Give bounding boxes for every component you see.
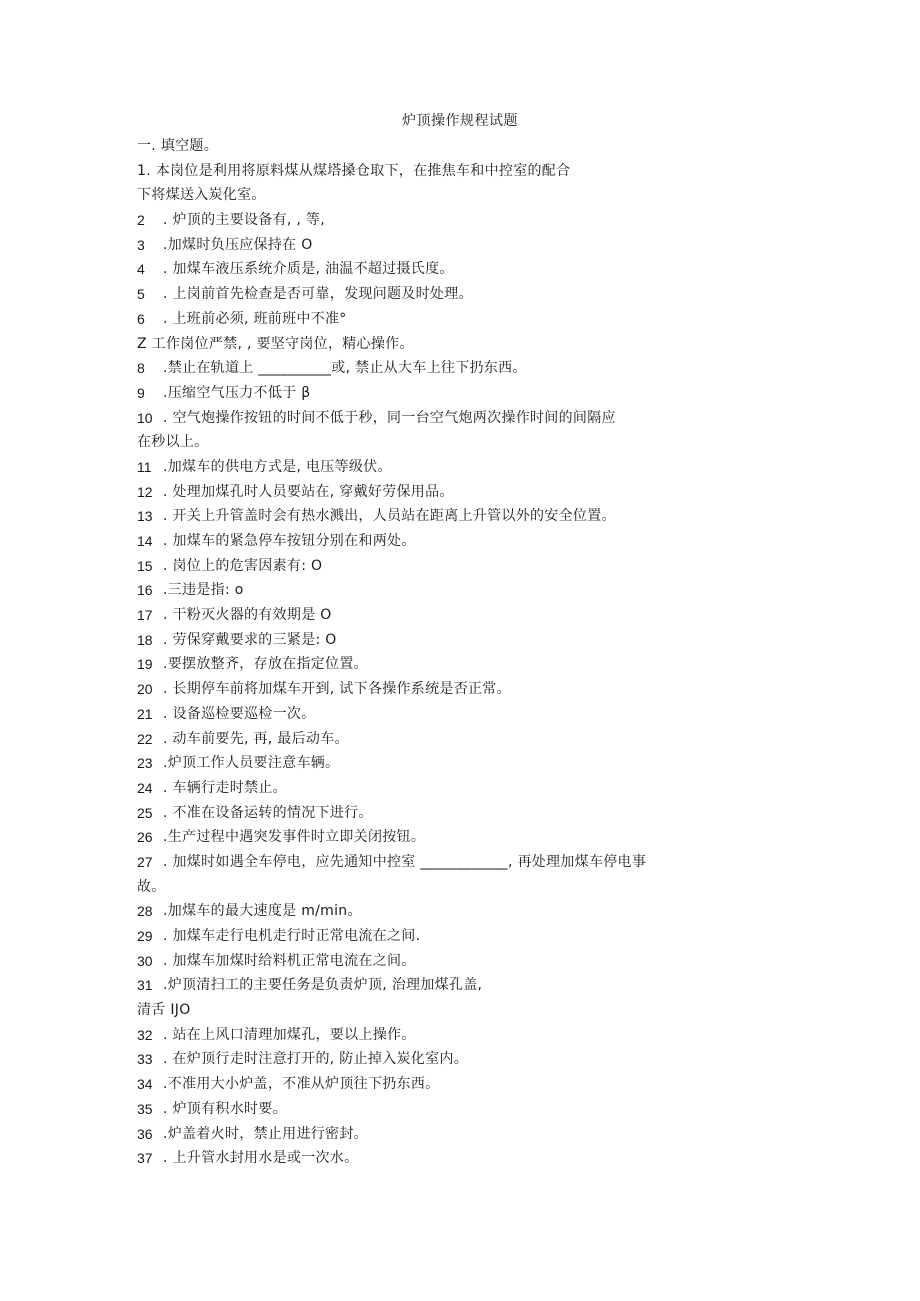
question-line [137,628,757,653]
question-text: 在秒以上。 [137,434,209,451]
question-line [137,973,757,998]
question-number: 24 [137,779,153,796]
question-number: 2 [137,212,145,229]
question-line [137,702,757,727]
question-line [137,652,757,677]
question-line [137,899,757,924]
question-number: 20 [137,681,153,698]
question-number: 9 [137,384,145,401]
question-line [137,949,757,974]
question-line [137,529,757,554]
question-number: 5 [137,286,145,303]
question-text: . 干粉灭火器的有效期是 O [163,607,332,624]
question-number: 23 [137,755,153,772]
question-line [137,801,757,826]
question-text: . 站在上风口清理加煤孔，要以上操作。 [163,1026,416,1043]
question-text: . 加煤时如遇全车停电，应先通知中控室 ____________, 再处理加煤车停电事 [163,853,647,870]
question-text: 下将煤送入炭化室。 [137,187,266,204]
question-number: 25 [137,804,153,821]
question-line [137,924,757,949]
question-text: .三违是指: o [163,582,244,599]
question-text: .不准用大小炉盖，不准从炉顶往下扔东西。 [163,1076,440,1093]
question-text: . 设备巡检要巡检一次。 [163,705,316,722]
question-line [137,1072,757,1097]
question-line [137,1146,757,1171]
question-line [137,1023,757,1048]
question-text: . 加煤车液压系统介质是, 油温不超过摄氏度。 [163,261,454,278]
question-number: 16 [137,582,153,599]
question-number: 14 [137,533,153,549]
question-text: . 开关上升管盖时会有热水溅出，人员站在距离上升管以外的安全位置。 [163,508,616,525]
question-number: 26 [137,829,153,846]
question-line [137,406,757,431]
question-text: .生产过程中遇突发事件时立即关闭按钮。 [163,829,426,846]
question-line [137,875,757,900]
section-heading-text: 一. 填空题。 [137,138,218,154]
question-number: 18 [137,631,153,648]
question-text: . 空气炮操作按钮的时间不低于秒，同一台空气炮两次操作时间的间隔应 [163,409,616,426]
question-number: 30 [137,952,153,969]
question-number: 10 [137,409,153,426]
question-text: . 上班前必须, 班前班中不准° [163,310,347,327]
question-line [137,825,757,850]
question-number: 27 [137,853,153,870]
question-line [137,282,757,307]
question-text: . 加煤车走行电机走行时正常电流在之间. [163,928,421,944]
question-line [137,504,757,529]
question-text: .炉盖着火时，禁止用进行密封。 [163,1125,368,1142]
question-line [137,1047,757,1072]
question-text: .加煤时负压应保持在 O [163,236,313,253]
question-text: . 处理加煤孔时人员要站在, 穿戴好劳保用品。 [163,483,454,500]
question-number: 34 [137,1076,153,1093]
question-line [137,183,757,208]
question-number: 31 [137,977,153,994]
question-number: 21 [137,705,153,722]
question-text: 1. 本岗位是利用将原料煤从煤塔搡仓取下，在推焦车和中控室的配合 [137,162,571,179]
question-text: 故。 [137,878,166,895]
question-line [137,307,757,332]
question-line [137,603,757,628]
question-text: .禁止在轨道上 __________或, 禁止从大车上往下扔东西。 [163,360,527,377]
question-number: 3 [137,236,145,253]
question-number: 15 [137,557,153,574]
question-number: 29 [137,928,153,944]
question-line [137,751,757,776]
question-line [137,578,757,603]
question-text: . 炉顶的主要设备有, , 等, [163,212,325,229]
question-line [137,1097,757,1122]
question-line [137,332,757,357]
question-number: 19 [137,656,153,673]
question-text: .加煤车的供电方式是, 电压等级伏。 [163,458,392,475]
question-number: 13 [137,508,153,525]
question-line [137,776,757,801]
question-number: 37 [137,1150,153,1167]
question-line [137,455,757,480]
question-line [137,159,757,184]
question-line [137,233,757,258]
question-line [137,356,757,381]
question-text: .加煤车的最大速度是 m/min。 [163,903,362,920]
question-number: 11 [137,458,152,475]
question-text: 清舌 IJO [137,1002,191,1019]
question-text: . 上升管水封用水是或一次水。 [163,1150,359,1167]
document-title: 炉顶操作规程试题 [402,113,518,129]
question-lines [137,159,757,1171]
question-line [137,1122,757,1147]
question-number: 6 [137,310,145,327]
question-text: .炉顶工作人员要注意车辆。 [163,755,340,772]
question-number: 33 [137,1051,153,1068]
question-text: . 上岗前首先检查是否可靠，发现问题及时处理。 [163,286,473,303]
question-text: Z 工作岗位严禁, , 要坚守岗位，精心操作。 [137,335,414,352]
question-text: . 车辆行走时禁止。 [163,779,287,796]
question-text: .炉顶清扫工的主要任务是负责炉顶, 治理加煤孔盖, [163,977,483,994]
question-number: 22 [137,730,153,747]
section-heading [137,134,757,159]
question-text: . 长期停车前将加煤车开到, 试下各操作系统是否正常。 [163,681,511,698]
question-line [137,554,757,579]
question-text: . 炉顶有积水时要。 [163,1100,287,1117]
question-text: .压缩空气压力不低于 β [163,384,311,401]
question-line [137,208,757,233]
question-text: . 在炉顶行走时注意打开的, 防止掉入炭化室内。 [163,1051,468,1068]
question-line [137,430,757,455]
question-text: . 加煤车的紧急停车按钮分别在和两处。 [163,533,416,549]
question-number: 4 [137,261,145,278]
question-number: 12 [137,483,153,500]
question-text: . 岗位上的危害因素有: O [163,557,323,574]
question-number: 35 [137,1100,153,1117]
question-text: . 加煤车加煤时给料机正常电流在之间。 [163,952,416,969]
question-number: 36 [137,1125,153,1142]
question-text: . 劳保穿戴要求的三紧是: O [163,631,337,648]
question-number: 28 [137,903,153,920]
question-line [137,480,757,505]
question-text: .要摆放整齐，存放在指定位置。 [163,656,368,673]
question-line [137,998,757,1023]
question-text: . 动车前要先, 再, 最后动车。 [163,730,349,747]
question-line [137,850,757,875]
question-line [137,381,757,406]
question-line [137,727,757,752]
question-number: 17 [137,607,153,624]
question-line [137,257,757,282]
question-line [137,677,757,702]
question-list [137,134,757,1171]
question-number: 8 [137,360,145,377]
question-number: 32 [137,1026,153,1043]
question-text: . 不准在设备运转的情况下进行。 [163,804,373,821]
